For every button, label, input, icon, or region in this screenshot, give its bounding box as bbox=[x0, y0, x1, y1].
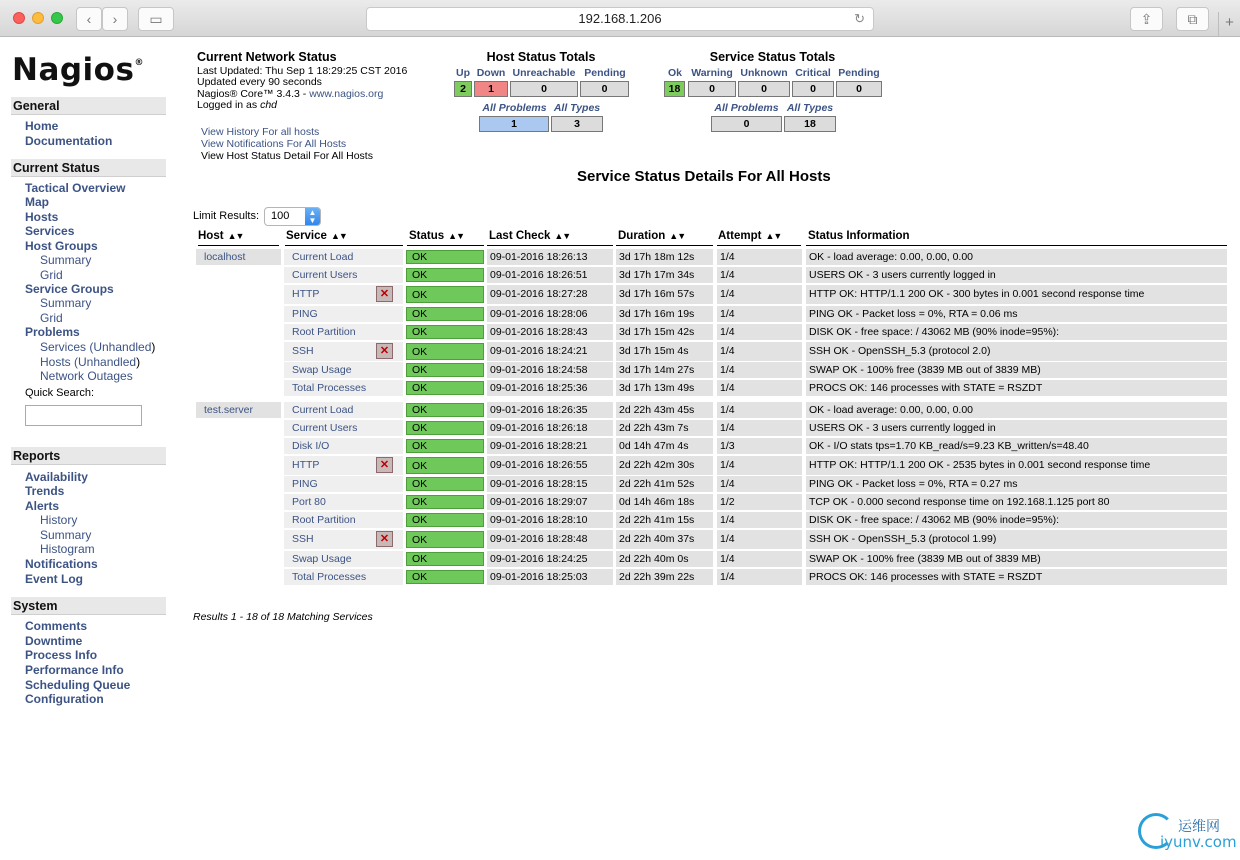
duration-cell: 3d 17h 18m 12s bbox=[616, 249, 713, 265]
col-header-last-check[interactable] bbox=[489, 230, 570, 242]
attempt-cell: 1/4 bbox=[717, 402, 802, 418]
attempt-cell: 1/4 bbox=[717, 362, 802, 378]
nav-link-text: Hosts ( bbox=[40, 355, 79, 369]
attempt-cell: 1/2 bbox=[717, 494, 802, 510]
watermark-text-domain: iyunv.com bbox=[1160, 833, 1237, 851]
service-link[interactable]: Current Load bbox=[284, 402, 403, 418]
host-all-problems-count[interactable]: 1 bbox=[479, 116, 549, 132]
host-pending-count[interactable]: 0 bbox=[580, 81, 629, 97]
status-info-cell: DISK OK - free space: / 43062 MB (90% inode=95%): bbox=[806, 324, 1227, 340]
duration-cell: 3d 17h 17m 34s bbox=[616, 267, 713, 283]
quick-search-input[interactable] bbox=[25, 405, 142, 426]
col-header-status[interactable] bbox=[409, 230, 464, 242]
host-link[interactable]: localhost bbox=[196, 249, 281, 265]
username: chd bbox=[260, 99, 277, 111]
nagios-logo[interactable] bbox=[12, 52, 144, 88]
service-unknown-count[interactable]: 0 bbox=[738, 81, 790, 97]
col-header-duration[interactable] bbox=[618, 230, 685, 242]
status-info-cell: OK - load average: 0.00, 0.00, 0.00 bbox=[806, 402, 1227, 418]
service-ok-label[interactable]: Ok bbox=[667, 67, 682, 79]
host-up-label[interactable]: Up bbox=[456, 67, 470, 79]
status-ok-badge: OK bbox=[406, 325, 484, 339]
service-all-types-label[interactable]: All Types bbox=[786, 102, 834, 114]
sidebar-icon: ▭ bbox=[149, 11, 163, 27]
last-updated: Last Updated: Thu Sep 1 18:29:25 CST 2016 bbox=[197, 65, 408, 77]
status-info-cell: HTTP OK: HTTP/1.1 200 OK - 2535 bytes in 0.001 second response time bbox=[806, 456, 1227, 475]
status-info-cell: SWAP OK - 100% free (3839 MB out of 3839 MB) bbox=[806, 551, 1227, 567]
watermark-text-cn: 运维网 bbox=[1178, 819, 1220, 835]
status-info-cell: PING OK - Packet loss = 0%, RTA = 0.06 ms bbox=[806, 306, 1227, 322]
attempt-cell: 1/4 bbox=[717, 530, 802, 549]
attempt-cell: 1/4 bbox=[717, 380, 802, 396]
nav-paren: ) bbox=[136, 355, 141, 369]
status-info-cell: SSH OK - OpenSSH_5.3 (protocol 2.0) bbox=[806, 342, 1227, 361]
nav-header-general: General bbox=[11, 97, 166, 115]
logo-mark: ® bbox=[134, 58, 144, 68]
status-ok-badge: OK bbox=[406, 250, 484, 264]
host-totals-title: Host Status Totals bbox=[486, 50, 596, 64]
service-link[interactable]: HTTP bbox=[284, 285, 403, 304]
duration-cell: 2d 22h 41m 52s bbox=[616, 476, 713, 492]
last-check-cell: 09-01-2016 18:26:18 bbox=[487, 420, 613, 436]
col-service-label: Service bbox=[286, 230, 327, 242]
attempt-cell: 1/4 bbox=[717, 249, 802, 265]
limit-results-label: Limit Results: bbox=[193, 210, 260, 222]
status-ok-badge: OK bbox=[406, 381, 484, 395]
status-ok-badge: OK bbox=[406, 439, 484, 453]
share-icon: ⇪ bbox=[1140, 11, 1153, 27]
notifications-disabled-icon[interactable]: ✕ bbox=[376, 286, 393, 302]
browser-toolbar bbox=[0, 0, 1240, 37]
address-text: 192.168.1.206 bbox=[578, 11, 662, 26]
service-link[interactable]: Swap Usage bbox=[284, 551, 403, 567]
nav-documentation[interactable]: Documentation bbox=[25, 134, 113, 148]
last-check-cell: 09-01-2016 18:24:21 bbox=[487, 342, 613, 361]
duration-cell: 0d 14h 47m 4s bbox=[616, 438, 713, 454]
status-ok-badge: OK bbox=[406, 457, 484, 474]
status-info-cell: TCP OK - 0.000 second response time on 192.168.1.125 port 80 bbox=[806, 494, 1227, 510]
host-unreachable-label[interactable]: Unreachable bbox=[512, 67, 576, 79]
status-ok-badge: OK bbox=[406, 343, 484, 360]
duration-cell: 3d 17h 14m 27s bbox=[616, 362, 713, 378]
nav-trends[interactable]: Trends bbox=[25, 484, 65, 498]
service-link[interactable]: Root Partition bbox=[284, 512, 403, 528]
nav-hosts[interactable]: Hosts bbox=[25, 210, 59, 224]
address-bar[interactable] bbox=[366, 7, 874, 31]
duration-cell: 2d 22h 42m 30s bbox=[616, 456, 713, 475]
nav-service-groups-grid[interactable]: Grid bbox=[40, 311, 63, 325]
status-info-cell: USERS OK - 3 users currently logged in bbox=[806, 420, 1227, 436]
tabs-icon: ⧉ bbox=[1187, 11, 1198, 27]
attempt-cell: 1/4 bbox=[717, 569, 802, 585]
service-link[interactable]: Swap Usage bbox=[284, 362, 403, 378]
host-down-label[interactable]: Down bbox=[476, 67, 506, 79]
header-divider bbox=[407, 245, 484, 246]
sort-arrows-icon[interactable]: ▲▼ bbox=[227, 231, 244, 241]
service-link[interactable]: Total Processes bbox=[284, 380, 403, 396]
duration-cell: 3d 17h 16m 19s bbox=[616, 306, 713, 322]
last-check-cell: 09-01-2016 18:28:06 bbox=[487, 306, 613, 322]
sidebar-toggle-button[interactable] bbox=[138, 7, 174, 31]
sort-arrows-icon[interactable]: ▲▼ bbox=[669, 231, 686, 241]
duration-cell: 2d 22h 43m 45s bbox=[616, 402, 713, 418]
notifications-disabled-icon[interactable]: ✕ bbox=[376, 457, 393, 473]
show-tabs-button[interactable] bbox=[1176, 7, 1209, 31]
nav-host-groups-grid[interactable]: Grid bbox=[40, 268, 63, 282]
minimize-window-button[interactable] bbox=[32, 12, 44, 24]
back-icon: ‹ bbox=[86, 11, 92, 27]
nav-comments[interactable]: Comments bbox=[25, 619, 88, 633]
service-critical-count[interactable]: 0 bbox=[792, 81, 834, 97]
service-link[interactable]: Total Processes bbox=[284, 569, 403, 585]
status-info-cell: USERS OK - 3 users currently logged in bbox=[806, 267, 1227, 283]
service-link[interactable]: Root Partition bbox=[284, 324, 403, 340]
nav-services[interactable]: Services bbox=[25, 224, 75, 238]
service-totals-title: Service Status Totals bbox=[709, 50, 836, 64]
nav-host-groups[interactable]: Host Groups bbox=[25, 239, 98, 253]
current-network-status-title: Current Network Status bbox=[197, 50, 337, 64]
nav-problems[interactable]: Problems bbox=[25, 325, 80, 339]
sort-arrows-icon[interactable]: ▲▼ bbox=[330, 231, 347, 241]
attempt-cell: 1/4 bbox=[717, 324, 802, 340]
col-attempt-label: Attempt bbox=[718, 230, 762, 242]
duration-cell: 2d 22h 40m 37s bbox=[616, 530, 713, 549]
sort-arrows-icon[interactable]: ▲▼ bbox=[554, 231, 571, 241]
service-link[interactable]: Current Users bbox=[284, 420, 403, 436]
header-divider bbox=[285, 245, 403, 246]
view-history-link[interactable]: View History For all hosts bbox=[201, 126, 320, 138]
host-up-count[interactable]: 2 bbox=[454, 81, 472, 97]
host-all-problems-label[interactable]: All Problems bbox=[482, 102, 547, 114]
last-check-cell: 09-01-2016 18:26:51 bbox=[487, 267, 613, 283]
header-divider bbox=[487, 245, 613, 246]
duration-cell: 0d 14h 46m 18s bbox=[616, 494, 713, 510]
duration-cell: 2d 22h 40m 0s bbox=[616, 551, 713, 567]
col-header-host[interactable] bbox=[198, 230, 243, 242]
attempt-cell: 1/4 bbox=[717, 285, 802, 304]
view-host-status-link[interactable]: View Host Status Detail For All Hosts bbox=[201, 150, 373, 162]
results-count: Results 1 - 18 of 18 Matching Services bbox=[193, 611, 373, 623]
service-unknown-label[interactable]: Unknown bbox=[740, 67, 788, 79]
status-ok-badge: OK bbox=[406, 531, 484, 548]
host-all-types-count[interactable]: 3 bbox=[551, 116, 603, 132]
plus-icon: + bbox=[1225, 14, 1234, 31]
last-check-cell: 09-01-2016 18:27:28 bbox=[487, 285, 613, 304]
select-arrows-icon: ▲ ▼ bbox=[305, 208, 320, 225]
nagios-sidebar bbox=[0, 38, 175, 860]
back-button[interactable] bbox=[76, 7, 102, 31]
host-unreachable-count[interactable]: 0 bbox=[510, 81, 578, 97]
service-link[interactable]: SSH bbox=[284, 530, 403, 549]
duration-cell: 3d 17h 15m 4s bbox=[616, 342, 713, 361]
col-duration-label: Duration bbox=[618, 230, 666, 242]
col-last-check-label: Last Check bbox=[489, 230, 551, 242]
service-link[interactable]: Port 80 bbox=[284, 494, 403, 510]
attempt-cell: 1/4 bbox=[717, 476, 802, 492]
nav-tactical-overview[interactable]: Tactical Overview bbox=[25, 181, 126, 195]
attempt-cell: 1/4 bbox=[717, 512, 802, 528]
logged-in-as bbox=[197, 100, 277, 112]
duration-cell: 3d 17h 15m 42s bbox=[616, 324, 713, 340]
nav-notifications[interactable]: Notifications bbox=[25, 557, 98, 571]
service-warning-label[interactable]: Warning bbox=[691, 67, 733, 79]
last-check-cell: 09-01-2016 18:26:35 bbox=[487, 402, 613, 418]
nagios-website-link[interactable]: www.nagios.org bbox=[309, 88, 384, 100]
service-details-title: Service Status Details For All Hosts bbox=[577, 168, 831, 185]
duration-cell: 2d 22h 41m 15s bbox=[616, 512, 713, 528]
last-check-cell: 09-01-2016 18:28:21 bbox=[487, 438, 613, 454]
nav-alerts[interactable]: Alerts bbox=[25, 499, 60, 513]
nav-service-groups-summary[interactable]: Summary bbox=[40, 296, 92, 310]
nav-alerts-history[interactable]: History bbox=[40, 513, 78, 527]
nav-performance-info[interactable]: Performance Info bbox=[25, 663, 124, 677]
nav-network-outages[interactable]: Network Outages bbox=[40, 369, 133, 383]
nav-availability[interactable]: Availability bbox=[25, 470, 88, 484]
status-ok-badge: OK bbox=[406, 477, 484, 491]
attempt-cell: 1/3 bbox=[717, 438, 802, 454]
col-status-label: Status bbox=[409, 230, 445, 242]
status-ok-badge: OK bbox=[406, 363, 484, 377]
service-pending-label[interactable]: Pending bbox=[838, 67, 880, 79]
nav-unhandled-services[interactable]: Unhandled bbox=[93, 340, 152, 354]
status-ok-badge: OK bbox=[406, 421, 484, 435]
col-header-attempt[interactable] bbox=[718, 230, 781, 242]
limit-results-select[interactable] bbox=[264, 207, 321, 226]
notifications-disabled-icon[interactable]: ✕ bbox=[376, 531, 393, 547]
sort-arrows-icon[interactable]: ▲▼ bbox=[765, 231, 782, 241]
service-link[interactable]: PING bbox=[284, 476, 403, 492]
attempt-cell: 1/4 bbox=[717, 267, 802, 283]
col-host-label: Host bbox=[198, 230, 224, 242]
core-version-text: Nagios® Core™ 3.4.3 - bbox=[197, 88, 310, 100]
sort-arrows-icon[interactable]: ▲▼ bbox=[448, 231, 464, 241]
notifications-disabled-icon[interactable]: ✕ bbox=[376, 343, 393, 359]
nav-configuration[interactable]: Configuration bbox=[25, 692, 104, 706]
col-status-info-label: Status Information bbox=[808, 230, 910, 242]
header-divider bbox=[806, 245, 1227, 246]
nav-scheduling-queue[interactable]: Scheduling Queue bbox=[25, 678, 131, 692]
attempt-cell: 1/4 bbox=[717, 456, 802, 475]
nav-map[interactable]: Map bbox=[25, 195, 49, 209]
host-link[interactable]: test.server bbox=[196, 402, 281, 418]
last-check-cell: 09-01-2016 18:24:25 bbox=[487, 551, 613, 567]
status-info-cell: PING OK - Packet loss = 0%, RTA = 0.27 ms bbox=[806, 476, 1227, 492]
nav-alerts-histogram[interactable]: Histogram bbox=[40, 542, 95, 556]
status-info-cell: SSH OK - OpenSSH_5.3 (protocol 1.99) bbox=[806, 530, 1227, 549]
duration-cell: 2d 22h 39m 22s bbox=[616, 569, 713, 585]
status-info-cell: PROCS OK: 146 processes with STATE = RSZDT bbox=[806, 569, 1227, 585]
nav-header-reports: Reports bbox=[11, 447, 166, 465]
status-ok-badge: OK bbox=[406, 286, 484, 303]
service-ok-count[interactable]: 18 bbox=[664, 81, 685, 97]
nav-alerts-summary[interactable]: Summary bbox=[40, 528, 92, 542]
attempt-cell: 1/4 bbox=[717, 342, 802, 361]
logged-in-text: Logged in as bbox=[197, 99, 261, 111]
status-info-cell: OK - I/O stats tps=1.70 KB_read/s=9.23 KB_written/s=48.40 bbox=[806, 438, 1227, 454]
last-check-cell: 09-01-2016 18:29:07 bbox=[487, 494, 613, 510]
status-ok-badge: OK bbox=[406, 570, 484, 584]
last-check-cell: 09-01-2016 18:25:36 bbox=[487, 380, 613, 396]
nav-unhandled-hosts[interactable]: Unhandled bbox=[78, 355, 137, 369]
service-all-types-count[interactable]: 18 bbox=[784, 116, 836, 132]
status-ok-badge: OK bbox=[406, 513, 484, 527]
service-pending-count[interactable]: 0 bbox=[836, 81, 882, 97]
header-divider bbox=[198, 245, 279, 246]
col-header-status-info bbox=[808, 230, 910, 242]
attempt-cell: 1/4 bbox=[717, 551, 802, 567]
last-check-cell: 09-01-2016 18:24:58 bbox=[487, 362, 613, 378]
new-tab-button[interactable] bbox=[1218, 12, 1240, 37]
close-window-button[interactable] bbox=[13, 12, 25, 24]
status-info-cell: SWAP OK - 100% free (3839 MB out of 3839 MB) bbox=[806, 362, 1227, 378]
status-ok-badge: OK bbox=[406, 495, 484, 509]
status-ok-badge: OK bbox=[406, 552, 484, 566]
nav-header-system: System bbox=[11, 597, 166, 615]
service-link[interactable]: SSH bbox=[284, 342, 403, 361]
service-link[interactable]: PING bbox=[284, 306, 403, 322]
nav-paren: ) bbox=[151, 340, 156, 354]
duration-cell: 2d 22h 43m 7s bbox=[616, 420, 713, 436]
zoom-window-button[interactable] bbox=[51, 12, 63, 24]
nav-downtime[interactable]: Downtime bbox=[25, 634, 83, 648]
nav-problems-services[interactable] bbox=[40, 340, 155, 355]
host-pending-label[interactable]: Pending bbox=[584, 67, 626, 79]
forward-button[interactable] bbox=[102, 7, 128, 31]
header-divider bbox=[616, 245, 713, 246]
last-check-cell: 09-01-2016 18:28:48 bbox=[487, 530, 613, 549]
status-ok-badge: OK bbox=[406, 307, 484, 321]
service-link[interactable]: Current Load bbox=[284, 249, 403, 265]
status-info-cell: OK - load average: 0.00, 0.00, 0.00 bbox=[806, 249, 1227, 265]
logo-text: Nagios bbox=[12, 52, 135, 88]
status-info-cell: HTTP OK: HTTP/1.1 200 OK - 300 bytes in 0.001 second response time bbox=[806, 285, 1227, 304]
header-divider bbox=[717, 245, 801, 246]
service-all-problems-count[interactable]: 0 bbox=[711, 116, 782, 132]
view-notifications-link[interactable]: View Notifications For All Hosts bbox=[201, 138, 347, 150]
duration-cell: 3d 17h 16m 57s bbox=[616, 285, 713, 304]
status-info-cell: PROCS OK: 146 processes with STATE = RSZDT bbox=[806, 380, 1227, 396]
service-link[interactable]: Current Users bbox=[284, 267, 403, 283]
service-all-problems-label[interactable]: All Problems bbox=[714, 102, 779, 114]
limit-results-value: 100 bbox=[271, 210, 290, 222]
attempt-cell: 1/4 bbox=[717, 306, 802, 322]
nav-header-current-status: Current Status bbox=[11, 159, 166, 177]
nav-problems-hosts[interactable] bbox=[40, 355, 140, 370]
last-check-cell: 09-01-2016 18:26:55 bbox=[487, 456, 613, 475]
nav-link-text: Services ( bbox=[40, 340, 94, 354]
nav-event-log[interactable]: Event Log bbox=[25, 572, 84, 586]
duration-cell: 3d 17h 13m 49s bbox=[616, 380, 713, 396]
update-interval: Updated every 90 seconds bbox=[197, 76, 322, 88]
status-ok-badge: OK bbox=[406, 403, 484, 417]
last-check-cell: 09-01-2016 18:28:15 bbox=[487, 476, 613, 492]
nav-home[interactable]: Home bbox=[25, 119, 59, 133]
last-check-cell: 09-01-2016 18:28:43 bbox=[487, 324, 613, 340]
service-warning-count[interactable]: 0 bbox=[688, 81, 736, 97]
nav-service-groups[interactable]: Service Groups bbox=[25, 282, 114, 296]
service-link[interactable]: Disk I/O bbox=[284, 438, 403, 454]
nav-process-info[interactable]: Process Info bbox=[25, 648, 98, 662]
status-ok-badge: OK bbox=[406, 268, 484, 282]
last-check-cell: 09-01-2016 18:28:10 bbox=[487, 512, 613, 528]
status-info-cell: DISK OK - free space: / 43062 MB (90% inode=95%): bbox=[806, 512, 1227, 528]
host-all-types-label[interactable]: All Types bbox=[553, 102, 601, 114]
reload-icon[interactable]: ↻ bbox=[854, 11, 865, 26]
quick-search-label: Quick Search: bbox=[25, 387, 95, 399]
host-down-count[interactable]: 1 bbox=[474, 81, 508, 97]
share-button[interactable] bbox=[1130, 7, 1163, 31]
forward-icon: › bbox=[112, 11, 118, 27]
nav-host-groups-summary[interactable]: Summary bbox=[40, 253, 92, 267]
last-check-cell: 09-01-2016 18:26:13 bbox=[487, 249, 613, 265]
service-link[interactable]: HTTP bbox=[284, 456, 403, 475]
col-header-service[interactable] bbox=[286, 230, 347, 242]
attempt-cell: 1/4 bbox=[717, 420, 802, 436]
last-check-cell: 09-01-2016 18:25:03 bbox=[487, 569, 613, 585]
service-critical-label[interactable]: Critical bbox=[795, 67, 831, 79]
